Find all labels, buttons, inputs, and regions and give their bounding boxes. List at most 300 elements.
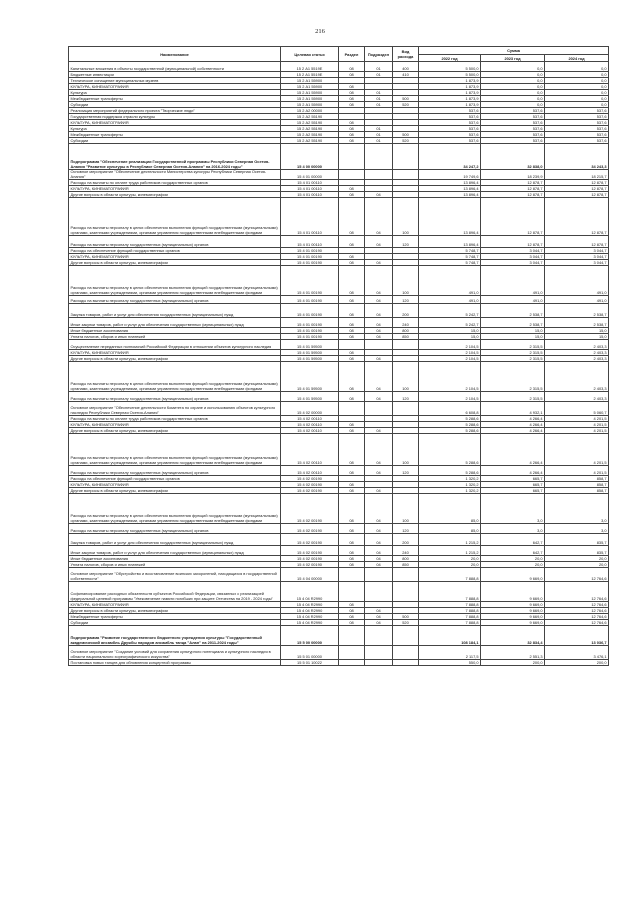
cell-name: Капитальные вложения в объекты государственной (муниципальной) собственности [69,62,281,72]
table-row [69,362,609,392]
cell-amount-2024: 3 044,7 [545,254,609,260]
cell-amount-2022: 5 500,0 [419,62,481,72]
cell-amount-2024: 12 878,7 [545,198,609,236]
cell-amount-2022: 7 888,8 [419,608,481,614]
cell-subsection [365,170,393,180]
cell-subsection: 04 [365,434,393,466]
cell-amount-2024: 0,0 [545,78,609,84]
cell-amount-2024: 3 044,7 [545,248,609,254]
cell-name: Постановка новых танцев для обновления концертной программы [69,660,281,666]
cell-amount-2022: 1 873,9 [419,90,481,96]
cell-amount-2023: 9 669,0 [481,582,545,602]
cell-amount-2024: 2 403,3 [545,340,609,350]
cell-name: Другие вопросы в области культуры, кинематографии [69,428,281,434]
cell-amount-2022: 19 749,6 [419,170,481,180]
cell-target-code: 15 4 01 59500 [281,362,339,392]
cell-expense-kind [393,568,419,582]
cell-amount-2023: 537,6 [481,120,545,126]
cell-amount-2023: 0,0 [481,96,545,102]
cell-amount-2022: 2 104,5 [419,356,481,362]
cell-section: 08 [339,62,365,72]
cell-subsection: 01 [365,132,393,138]
cell-amount-2023: 2 315,5 [481,392,545,402]
cell-name: Субсидии [69,620,281,626]
cell-name: Подпрограмма "Развитие государственного бюджетного учреждения культуры "Государственный академический ансамбль Дружбы народов ансамбль танца "Алан" на 2011-2024 годы" [69,626,281,646]
header-section: Раздел [339,47,365,62]
cell-amount-2022: 1 215,2 [419,546,481,556]
cell-name: Иные закупки товаров, работ и услуг для обеспечения государственных (муниципальных) нужд [69,546,281,556]
cell-target-code: 15 4 02 00110 [281,428,339,434]
table-row [69,144,609,170]
cell-target-code: 15 2 А1 5519Е [281,62,339,72]
cell-name: Основное мероприятие "Обеспечение деятельности Комитета по охране и использованию объектов культурного наследия Республики Северная Осетия-Алания" [69,402,281,416]
cell-target-code: 15 2 А1 55900 [281,90,339,96]
cell-expense-kind: 410 [393,72,419,78]
cell-name: Иные закупки товаров, работ и услуг для обеспечения государственных (муниципальных) нужд [69,318,281,328]
cell-amount-2022: 34 247,2 [419,144,481,170]
cell-amount-2024: 858,7 [545,476,609,482]
table-row [69,466,609,476]
cell-subsection: 04 [365,192,393,198]
cell-target-code: 15 4 02 00110 [281,466,339,476]
cell-amount-2023: 665,7 [481,476,545,482]
cell-amount-2023: 32 838,0 [481,144,545,170]
cell-amount-2024: 2 403,3 [545,392,609,402]
cell-subsection: 04 [365,608,393,614]
cell-subsection [365,568,393,582]
cell-section: 08 [339,534,365,546]
cell-amount-2022: 2 104,5 [419,362,481,392]
cell-amount-2023: 2 315,5 [481,340,545,350]
cell-amount-2024: 4 201,5 [545,416,609,422]
cell-amount-2023: 12 878,7 [481,198,545,236]
cell-amount-2022: 7 888,8 [419,620,481,626]
cell-target-code: 15 4 01 00190 [281,304,339,318]
table-row [69,524,609,534]
table-row [69,318,609,328]
page-number: 216 [315,28,325,35]
cell-amount-2022: 15,0 [419,328,481,334]
cell-amount-2022: 491,0 [419,266,481,296]
cell-amount-2024: 200,0 [545,660,609,666]
table-row [69,296,609,304]
cell-amount-2023: 3,0 [481,494,545,524]
table-row [69,62,609,72]
cell-amount-2022: 537,6 [419,132,481,138]
table-row [69,198,609,236]
cell-expense-kind: 500 [393,96,419,102]
cell-amount-2022: 5 288,6 [419,434,481,466]
cell-subsection: 04 [365,266,393,296]
cell-section [339,144,365,170]
cell-section: 08 [339,84,365,90]
cell-name: Культура [69,126,281,132]
cell-target-code: 15 4 02 00190 [281,534,339,546]
cell-amount-2023: 2 315,5 [481,356,545,362]
budget-table [68,46,609,666]
table-row [69,170,609,180]
cell-amount-2023: 2 538,7 [481,318,545,328]
cell-amount-2022: 6 608,8 [419,402,481,416]
cell-name: Осуществление переданных полномочий Российской Федерации в отношении объектов культурного наследия [69,340,281,350]
cell-name: Уплата налогов, сборов и иных платежей [69,334,281,340]
cell-amount-2024: 18 215,7 [545,170,609,180]
cell-amount-2024: 2 538,7 [545,318,609,328]
cell-target-code: 15 4 04 R2990 [281,620,339,626]
cell-amount-2024: 537,6 [545,132,609,138]
cell-target-code: 15 4 02 00190 [281,488,339,494]
cell-name: КУЛЬТУРА, КИНЕМАТОГРАФИЯ [69,186,281,192]
cell-amount-2024: 15,0 [545,334,609,340]
cell-target-code: 15 4 01 00190 [281,328,339,334]
cell-expense-kind: 120 [393,236,419,248]
cell-amount-2024: 12 878,7 [545,180,609,186]
table-row [69,402,609,416]
cell-amount-2022: 1 873,9 [419,96,481,102]
cell-target-code: 15 4 01 00110 [281,198,339,236]
cell-amount-2022: 550,0 [419,660,481,666]
cell-amount-2023: 20,0 [481,562,545,568]
cell-name: Иные бюджетные ассигнования [69,328,281,334]
cell-expense-kind: 800 [393,328,419,334]
cell-target-code: 15 4 02 00110 [281,416,339,422]
cell-subsection: 01 [365,90,393,96]
cell-amount-2022: 5 500,0 [419,72,481,78]
cell-expense-kind: 100 [393,266,419,296]
cell-section: 08 [339,138,365,144]
cell-section: 08 [339,132,365,138]
cell-amount-2022: 5 748,7 [419,248,481,254]
cell-amount-2023: 0,0 [481,62,545,72]
cell-amount-2023: 4 932,1 [481,402,545,416]
cell-name: Уплата налогов, сборов и иных платежей [69,562,281,568]
cell-target-code: 15 4 01 00190 [281,296,339,304]
cell-target-code: 15 4 02 00190 [281,494,339,524]
cell-target-code: 15 2 А2 55190 [281,126,339,132]
cell-amount-2022: 13 896,4 [419,198,481,236]
cell-name: Расходы на выплаты персоналу государственных (муниципальных) органов [69,524,281,534]
cell-target-code: 15 2 А2 55190 [281,132,339,138]
cell-target-code: 15 4 01 00190 [281,266,339,296]
cell-subsection [365,402,393,416]
cell-name: КУЛЬТУРА, КИНЕМАТОГРАФИЯ [69,602,281,608]
cell-amount-2022: 7 888,8 [419,582,481,602]
cell-amount-2023: 537,6 [481,114,545,120]
cell-target-code: 15 4 02 00190 [281,476,339,482]
cell-amount-2024: 34 243,3 [545,144,609,170]
header-total: Сумма [419,47,609,55]
cell-expense-kind: 200 [393,304,419,318]
cell-section: 08 [339,556,365,562]
cell-subsection: 04 [365,534,393,546]
cell-amount-2024: 2 403,3 [545,362,609,392]
cell-amount-2023: 12 878,7 [481,236,545,248]
cell-subsection: 01 [365,72,393,78]
cell-section [339,626,365,646]
cell-name: Другие вопросы в области культуры, кинематографии [69,608,281,614]
cell-section: 08 [339,236,365,248]
cell-expense-kind: 200 [393,534,419,546]
cell-subsection: 01 [365,138,393,144]
table-row [69,626,609,646]
cell-amount-2023: 665,7 [481,482,545,488]
header-expense-kind: Вид расхода [393,47,419,62]
cell-amount-2023: 12 878,7 [481,192,545,198]
cell-name: Иные бюджетные ассигнования [69,556,281,562]
cell-expense-kind: 520 [393,620,419,626]
cell-amount-2024: 13 036,7 [545,626,609,646]
cell-subsection: 04 [365,466,393,476]
cell-target-code: 15 4 01 00110 [281,186,339,192]
cell-section: 08 [339,482,365,488]
cell-section: 08 [339,428,365,434]
cell-expense-kind: 120 [393,392,419,402]
cell-amount-2022: 537,6 [419,108,481,114]
cell-section: 08 [339,488,365,494]
cell-amount-2023: 665,7 [481,488,545,494]
cell-name: Софинансирование расходных обязательств субъектов Российской Федерации, связанных с реализацией федеральной целевой программы "Увековечение памяти погибших при защите Отечества на 2019 - 2024 годы" [69,582,281,602]
cell-subsection [365,626,393,646]
table-row [69,568,609,582]
cell-amount-2024: 12 764,6 [545,602,609,608]
cell-subsection: 04 [365,620,393,626]
cell-target-code: 15 2 А2 55190 [281,114,339,120]
cell-subsection: 04 [365,428,393,434]
cell-section: 08 [339,198,365,236]
cell-subsection: 04 [365,260,393,266]
cell-amount-2022: 13 896,4 [419,236,481,248]
header-year-2023: 2023 год [481,55,545,62]
cell-amount-2023: 642,7 [481,546,545,556]
cell-amount-2023: 9 669,0 [481,602,545,608]
cell-amount-2022: 13 896,4 [419,186,481,192]
cell-section: 08 [339,356,365,362]
cell-amount-2022: 5 748,7 [419,260,481,266]
cell-section: 08 [339,260,365,266]
cell-expense-kind: 500 [393,614,419,620]
cell-amount-2024: 491,0 [545,266,609,296]
cell-section: 08 [339,296,365,304]
cell-section: 08 [339,96,365,102]
cell-name: Культура [69,90,281,96]
cell-amount-2022: 5 748,7 [419,254,481,260]
cell-subsection: 04 [365,392,393,402]
cell-amount-2024: 15,0 [545,328,609,334]
table-row [69,340,609,350]
table-row [69,546,609,556]
cell-section [339,170,365,180]
cell-amount-2024: 12 764,6 [545,608,609,614]
cell-amount-2024: 537,6 [545,120,609,126]
cell-target-code: 15 2 А2 55190 [281,138,339,144]
cell-name: КУЛЬТУРА, КИНЕМАТОГРАФИЯ [69,254,281,260]
cell-amount-2022: 7 888,8 [419,614,481,620]
cell-amount-2022: 1 320,2 [419,488,481,494]
cell-amount-2023: 18 239,9 [481,170,545,180]
cell-amount-2022: 1 320,2 [419,476,481,482]
cell-target-code: 15 4 02 00110 [281,434,339,466]
cell-amount-2024: 835,7 [545,546,609,556]
cell-name: Расходы на выплаты по оплате труда работников государственных органов [69,416,281,422]
cell-name: Субсидии [69,102,281,108]
cell-subsection: 04 [365,556,393,562]
cell-amount-2023: 9 669,0 [481,568,545,582]
cell-amount-2023: 12 878,7 [481,180,545,186]
cell-target-code: 15 2 А1 5519Е [281,72,339,78]
cell-amount-2023: 0,0 [481,90,545,96]
cell-expense-kind [393,340,419,350]
table-row [69,434,609,466]
cell-amount-2022: 537,6 [419,126,481,132]
cell-subsection [365,646,393,660]
table-row [69,582,609,602]
cell-target-code: 15 4 02 00190 [281,546,339,556]
cell-target-code: 15 4 01 00110 [281,180,339,186]
cell-amount-2024: 12 878,7 [545,236,609,248]
cell-amount-2024: 858,7 [545,482,609,488]
cell-section: 08 [339,620,365,626]
cell-name: КУЛЬТУРА, КИНЕМАТОГРАФИЯ [69,350,281,356]
cell-target-code: 15 4 01 00190 [281,248,339,254]
cell-section: 08 [339,350,365,356]
cell-target-code: 15 4 02 00190 [281,556,339,562]
cell-amount-2023: 642,7 [481,534,545,546]
cell-amount-2023: 9 669,0 [481,620,545,626]
cell-amount-2024: 20,0 [545,562,609,568]
cell-amount-2024: 537,6 [545,108,609,114]
cell-amount-2024: 12 878,7 [545,192,609,198]
cell-amount-2022: 5 242,7 [419,318,481,328]
cell-amount-2024: 3,0 [545,524,609,534]
cell-amount-2022: 1 873,9 [419,102,481,108]
cell-subsection: 01 [365,102,393,108]
cell-name: Основное мероприятие "Создание условий для сохранения культурного потенциала и культурного наследия в области национального хореографического искусства" [69,646,281,660]
cell-section: 08 [339,318,365,328]
cell-target-code: 15 2 А2 55190 [281,120,339,126]
cell-subsection: 01 [365,62,393,72]
cell-expense-kind: 800 [393,556,419,562]
cell-target-code: 15 4 00 00000 [281,144,339,170]
cell-subsection: 04 [365,334,393,340]
header-year-2022: 2022 год [419,55,481,62]
table-row [69,660,609,666]
cell-amount-2023: 200,0 [481,660,545,666]
cell-amount-2024: 12 764,6 [545,614,609,620]
table-row [69,392,609,402]
cell-section: 08 [339,304,365,318]
cell-target-code: 15 2 А1 55900 [281,78,339,84]
cell-target-code: 15 4 01 59500 [281,392,339,402]
cell-expense-kind: 240 [393,318,419,328]
cell-subsection: 04 [365,198,393,236]
cell-name: Межбюджетные трансферты [69,96,281,102]
cell-target-code: 15 2 А1 55900 [281,96,339,102]
cell-subsection: 04 [365,488,393,494]
cell-name: Расходы на выплаты персоналу государственных (муниципальных) органов [69,236,281,248]
cell-subsection [365,582,393,602]
cell-section: 08 [339,120,365,126]
table-row [69,534,609,546]
cell-section: 08 [339,334,365,340]
cell-name: КУЛЬТУРА, КИНЕМАТОГРАФИЯ [69,120,281,126]
cell-section: 08 [339,254,365,260]
cell-section: 08 [339,362,365,392]
cell-amount-2024: 0,0 [545,90,609,96]
cell-target-code: 15 4 02 00190 [281,482,339,488]
cell-target-code: 15 4 04 R2990 [281,582,339,602]
table-body [69,62,609,666]
cell-amount-2023: 9 669,0 [481,608,545,614]
cell-amount-2024: 2 403,3 [545,356,609,362]
cell-amount-2024: 12 764,6 [545,568,609,582]
table-row [69,646,609,660]
cell-amount-2023: 4 266,4 [481,466,545,476]
cell-target-code: 15 5 01 00000 [281,646,339,660]
cell-expense-kind: 100 [393,434,419,466]
cell-amount-2024: 537,6 [545,138,609,144]
cell-amount-2023: 491,0 [481,296,545,304]
table-row [69,304,609,318]
cell-amount-2022: 85,0 [419,524,481,534]
cell-target-code: 15 4 01 00190 [281,334,339,340]
cell-amount-2022: 13 896,4 [419,192,481,198]
cell-amount-2022: 13 896,4 [419,180,481,186]
cell-subsection: 04 [365,546,393,556]
cell-name: Расходы на обеспечение функций государственных органов [69,476,281,482]
cell-subsection: 04 [365,562,393,568]
cell-amount-2024: 4 201,5 [545,434,609,466]
cell-amount-2024: 3 044,7 [545,260,609,266]
cell-target-code: 15 2 А1 55900 [281,102,339,108]
cell-subsection: 04 [365,494,393,524]
cell-section [339,582,365,602]
cell-amount-2023: 20,0 [481,556,545,562]
cell-amount-2023: 491,0 [481,266,545,296]
cell-name: Другие вопросы в области культуры, кинематографии [69,260,281,266]
cell-amount-2022: 5 288,6 [419,466,481,476]
cell-name: Подпрограмма "Обеспечение реализации Государственной программы Республики Северная Осетия-Алания "Развитие культуры в Республике Северная Осетия-Алания" на 2016-2024 годы" [69,144,281,170]
cell-subsection: 04 [365,614,393,620]
header-target-code: Целевая статья [281,47,339,62]
cell-name: Субсидии [69,138,281,144]
cell-amount-2024: 4 201,5 [545,466,609,476]
cell-expense-kind: 500 [393,132,419,138]
cell-section: 08 [339,328,365,334]
cell-amount-2023: 32 834,4 [481,626,545,646]
cell-amount-2024: 12 764,6 [545,620,609,626]
cell-name: Расходы на выплаты персоналу государственных (муниципальных) органов [69,296,281,304]
cell-expense-kind [393,660,419,666]
cell-amount-2022: 7 888,8 [419,602,481,608]
cell-expense-kind: 120 [393,466,419,476]
cell-section: 08 [339,608,365,614]
cell-amount-2024: 20,0 [545,556,609,562]
cell-amount-2023: 537,6 [481,138,545,144]
cell-name: Техническое оснащение муниципальных музеев [69,78,281,84]
cell-name: КУЛЬТУРА, КИНЕМАТОГРАФИЯ [69,482,281,488]
cell-subsection: 01 [365,126,393,132]
cell-amount-2022: 2 104,5 [419,340,481,350]
cell-expense-kind: 100 [393,198,419,236]
cell-section: 08 [339,266,365,296]
cell-name: Другие вопросы в области культуры, кинематографии [69,488,281,494]
cell-amount-2023: 537,6 [481,132,545,138]
cell-name: Государственная поддержка отрасли культуры [69,114,281,120]
cell-amount-2022: 7 888,8 [419,568,481,582]
cell-expense-kind: 850 [393,562,419,568]
cell-target-code: 15 4 01 59500 [281,350,339,356]
cell-expense-kind [393,402,419,416]
